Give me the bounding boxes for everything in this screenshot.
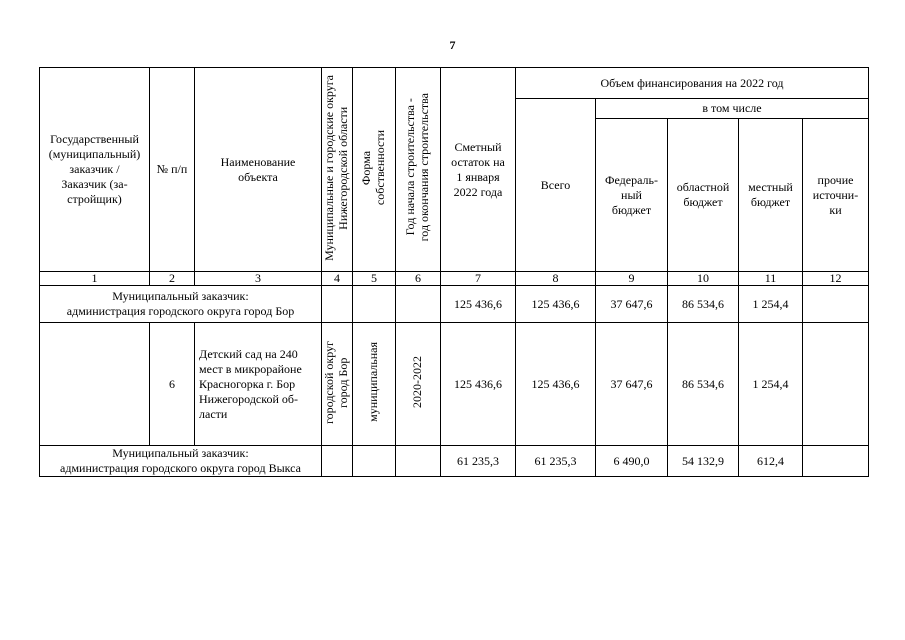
customer-vyksa: Муниципальный заказчик: администрация городского округа город Выкса bbox=[40, 446, 322, 477]
header-funding: Объем финансирования на 2022 год bbox=[516, 68, 869, 99]
cell-empty bbox=[353, 286, 396, 323]
column-number: 7 bbox=[441, 272, 516, 286]
header-years-text: Год начала строительства - год окончания строительства bbox=[403, 93, 431, 242]
column-number: 6 bbox=[396, 272, 441, 286]
column-number: 12 bbox=[803, 272, 869, 286]
cell-federal: 6 490,0 bbox=[596, 446, 668, 477]
cell-other bbox=[803, 323, 869, 446]
header-local: местный бюджет bbox=[739, 119, 803, 272]
cell-ownership bbox=[353, 323, 396, 446]
header-ownership bbox=[353, 68, 396, 272]
cell-num: 6 bbox=[150, 323, 195, 446]
header-remainder: Сметный остаток на 1 января 2022 года bbox=[441, 68, 516, 272]
customer-bor: Муниципальный заказчик: администрация городского округа город Бор bbox=[40, 286, 322, 323]
cell-ownership-text: муниципальная bbox=[366, 342, 381, 423]
column-number: 1 bbox=[40, 272, 150, 286]
table-row-vyksa-customer bbox=[40, 446, 869, 477]
cell-empty bbox=[322, 446, 353, 477]
cell-local: 1 254,4 bbox=[739, 286, 803, 323]
header-total: Всего bbox=[516, 99, 596, 272]
column-number: 9 bbox=[596, 272, 668, 286]
cell-federal: 37 647,6 bbox=[596, 323, 668, 446]
column-number: 8 bbox=[516, 272, 596, 286]
cell-local: 1 254,4 bbox=[739, 323, 803, 446]
cell-empty bbox=[396, 446, 441, 477]
column-numbers-row bbox=[40, 272, 869, 286]
cell-regional: 54 132,9 bbox=[668, 446, 739, 477]
cell-empty bbox=[353, 446, 396, 477]
cell-years-text: 2020-2022 bbox=[410, 356, 425, 409]
cell-local: 612,4 bbox=[739, 446, 803, 477]
column-number: 10 bbox=[668, 272, 739, 286]
cell-remainder: 125 436,6 bbox=[441, 286, 516, 323]
column-number: 3 bbox=[195, 272, 322, 286]
column-number: 11 bbox=[739, 272, 803, 286]
column-number: 2 bbox=[150, 272, 195, 286]
header-municipality bbox=[322, 68, 353, 272]
header-years bbox=[396, 68, 441, 272]
cell-municipality bbox=[322, 323, 353, 446]
table-row-bor-customer bbox=[40, 286, 869, 323]
cell-remainder: 125 436,6 bbox=[441, 323, 516, 446]
cell-regional: 86 534,6 bbox=[668, 323, 739, 446]
cell-total: 61 235,3 bbox=[516, 446, 596, 477]
financing-table bbox=[39, 67, 869, 477]
cell-municipality-text: городской округ город Бор bbox=[322, 340, 350, 424]
header-including: в том числе bbox=[596, 99, 869, 119]
header-federal: Федераль- ный бюджет bbox=[596, 119, 668, 272]
cell-other bbox=[803, 446, 869, 477]
header-customer: Государственный (муниципальный) заказчик / Заказчик (за- стройщик) bbox=[40, 68, 150, 272]
header-other: прочие источни- ки bbox=[803, 119, 869, 272]
header-num: № п/п bbox=[150, 68, 195, 272]
cell-other bbox=[803, 286, 869, 323]
cell-regional: 86 534,6 bbox=[668, 286, 739, 323]
cell-remainder: 61 235,3 bbox=[441, 446, 516, 477]
cell-empty bbox=[396, 286, 441, 323]
header-object-name: Наименование объекта bbox=[195, 68, 322, 272]
cell-total: 125 436,6 bbox=[516, 286, 596, 323]
header-ownership-text: Форма собственности bbox=[359, 129, 387, 206]
header-municipality-text: Муниципальные и городские округа Нижегородской области bbox=[322, 74, 350, 261]
page-number: 7 bbox=[449, 38, 456, 52]
cell-object-name: Детский сад на 240 мест в микрорайоне Красногорка г. Бор Нижегородской об- ласти bbox=[195, 323, 322, 446]
cell-years bbox=[396, 323, 441, 446]
column-number: 5 bbox=[353, 272, 396, 286]
column-number: 4 bbox=[322, 272, 353, 286]
cell-empty bbox=[40, 323, 150, 446]
cell-empty bbox=[322, 286, 353, 323]
cell-federal: 37 647,6 bbox=[596, 286, 668, 323]
header-regional: областной бюджет bbox=[668, 119, 739, 272]
cell-total: 125 436,6 bbox=[516, 323, 596, 446]
table-row-bor-object bbox=[40, 323, 869, 446]
